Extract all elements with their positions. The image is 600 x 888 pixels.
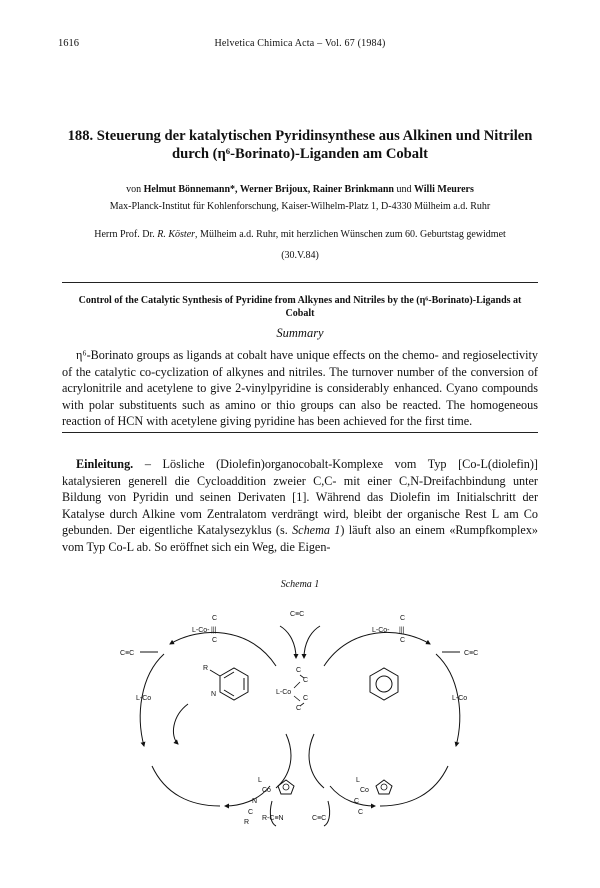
affiliation: Max-Planck-Institut für Kohlenforschung, Kaiser-Wilhelm-Platz 1, D-4330 Mülheim a.d. Ruhr: [109, 201, 491, 212]
triple-bond-mark: |||: [399, 627, 405, 634]
authors: [40, 184, 560, 195]
cycle-left-upper-arc: [170, 632, 276, 666]
intro-dash: –: [133, 457, 163, 471]
c-atom: C: [212, 615, 218, 622]
page-number: 1616: [58, 38, 79, 49]
c-atom: C: [303, 695, 309, 702]
lco-left: L-Co: [136, 695, 152, 702]
authors-last: Willi Meurers: [413, 184, 474, 195]
benzene-product: [370, 668, 398, 700]
title-line-2: durch (η⁶-Borinato)-Liganden am Cobalt: [171, 146, 429, 162]
c-atom: C: [248, 809, 254, 816]
triple-bond-mark: |||: [211, 627, 217, 634]
acetylene-top: C≡C: [290, 611, 305, 618]
summary-text: η⁶-Borinato groups as ligands at cobalt have unique effects on the chemo- and regioselectivity of the catalytic co-cyclization of alkynes and nitriles. The turnover number of the conversion of acrylonitrile and acetylene to give 2-vinylpyridine is considerably enhanced. Cyano compounds with polar substituents such as amino or thio groups can also be reacted. The homogeneous reaction of HCN with acetylene giving pyridine has been achieved for the first time.: [62, 348, 538, 428]
scheme-label: Schema 1: [280, 579, 320, 590]
cycle-left-inner-arc: [276, 734, 291, 788]
cycle-left-lower-arc: [152, 766, 220, 806]
r-substituent: R: [203, 665, 209, 672]
acetylene-bottom: C≡C: [312, 815, 327, 822]
received-date: (30.V.84): [281, 250, 319, 261]
intro-text-2: ) läuft also an einem «Rumpfkomplex» vom Typ Co-L ab. So eröffnet sich ein Weg, die Eigen-: [62, 523, 539, 554]
summary-heading: Summary: [276, 326, 324, 340]
lower-right-intermediate: [354, 777, 392, 816]
c-atom: C: [212, 637, 218, 644]
l-ligand: L: [258, 777, 262, 784]
authors-names: Helmut Bönnemann*, Werner Brijoux, Rainer Brinkmann: [143, 184, 394, 195]
nitrile-reagent: R-C≡N: [262, 815, 284, 822]
lco-label: L-Co-: [192, 627, 210, 634]
dedication-pre: Herrn Prof. Dr.: [94, 229, 158, 240]
authors-and: und: [393, 184, 414, 195]
c-atom: C: [358, 809, 364, 816]
cycle-right-upper-arc: [324, 632, 430, 666]
n-atom: N: [211, 691, 217, 698]
cycle-left-entry-arc: [173, 704, 188, 744]
acetylene-in-left: [280, 626, 296, 658]
top-right-complex: [372, 615, 405, 644]
l-ligand: L: [356, 777, 360, 784]
nitrile-branch: [270, 801, 276, 826]
intro-schema-ref: Schema 1: [292, 523, 341, 537]
c-atom: C: [303, 677, 309, 684]
authors-prefix: von: [126, 184, 144, 195]
dedication-name: R. Köster: [157, 229, 196, 240]
c-atom: C: [354, 798, 360, 805]
c-atom: C: [296, 705, 302, 712]
intro-lead: Einleitung.: [76, 457, 134, 471]
cycle-right-lower-arc: [380, 766, 448, 806]
top-left-complex: [192, 615, 217, 644]
english-title: Control of the Catalytic Synthesis of Pyridine from Alkynes and Nitriles by the (η⁶-Borinato)-Ligands at Cobalt: [78, 295, 522, 319]
n-atom: N: [252, 798, 258, 805]
intro-text-1: Lösliche (Diolefin)organocobalt-Komplexe vom Typ [Co-L(diolefin)] katalysieren generell die Cycloaddition zweier C,C- mit einer C,N-Dreifachbindung unter Bildung von Pyridin und seinen Derivaten [1]. Während das Diolefin im Initialschritt der Katalyse durch Alkine vom Zentralatom verdrängt wird, bleibt der organische Rest L am Co gebunden. Der eigentliche Katalysezyklus (s.: [62, 457, 538, 537]
cycle-right-inner-arc: [309, 734, 324, 788]
dedication-post: , Mülheim a.d. Ruhr, mit herzlichen Wünschen zum 60. Geburtstag gewidmet: [195, 229, 506, 240]
catalytic-cycle-scheme: [100, 596, 500, 836]
co-atom: Co: [360, 787, 369, 794]
c-atom: C: [296, 667, 302, 674]
r-substituent: R: [244, 819, 250, 826]
lco-right: L-Co: [452, 695, 468, 702]
article-title: [50, 127, 550, 163]
co-atom: Co: [262, 787, 271, 794]
c-atom: C: [400, 637, 406, 644]
lco-label: L-Co-: [372, 627, 390, 634]
rule-top: [62, 282, 538, 283]
lco-label: L-Co: [276, 689, 292, 696]
dedication: [40, 229, 560, 240]
c-atom: C: [400, 615, 406, 622]
intro-paragraph: [62, 456, 538, 555]
acetylene-branch-bottom: [324, 801, 330, 826]
running-header: Helvetica Chimica Acta – Vol. 67 (1984): [214, 38, 386, 49]
rule-bottom: [62, 432, 538, 433]
cobaltacycle-center: [276, 667, 308, 712]
title-line-1: 188. Steuerung der katalytischen Pyridinsynthese aus Alkinen und Nitrilen: [67, 128, 533, 144]
acetylene-right: C≡C: [464, 650, 479, 657]
acetylene-left: C≡C: [120, 650, 135, 657]
acetylene-in-right: [304, 626, 320, 658]
